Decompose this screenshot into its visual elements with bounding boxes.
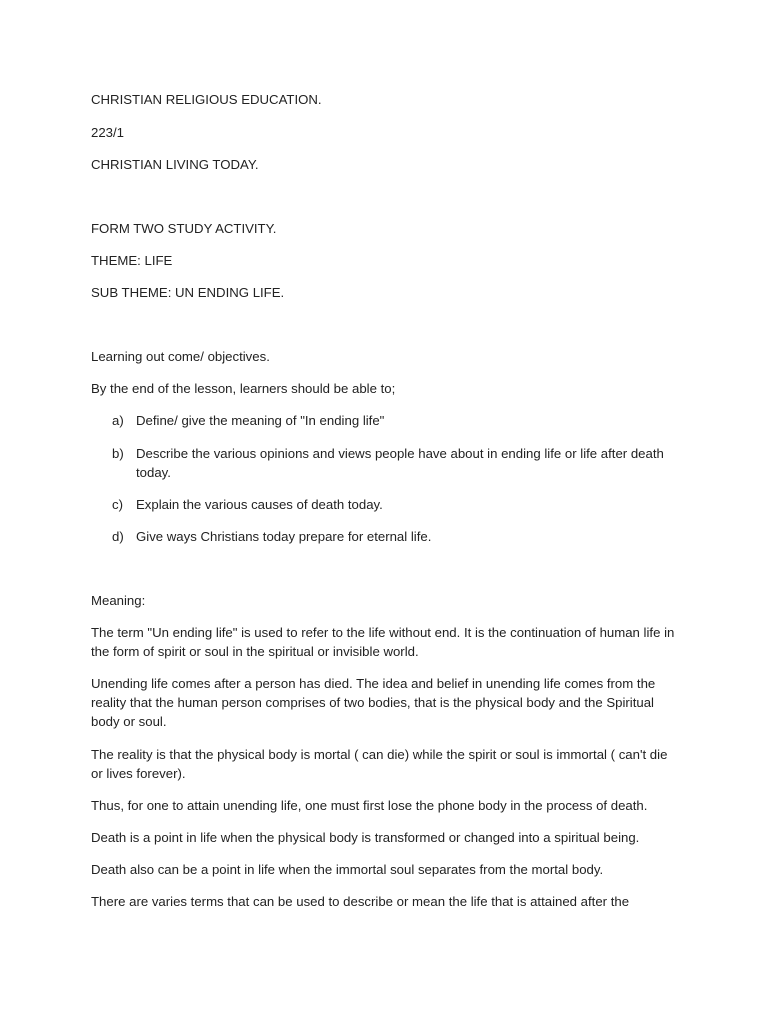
objective-item xyxy=(91,495,696,514)
objective-letter: c) xyxy=(112,497,123,512)
body-paragraph: Unending life comes after a person has died. The idea and belief in unending life comes from the reality that the human person comprises of two bodies, that is the physical body and the Spiritual body or soul. xyxy=(91,676,656,729)
topic-heading: CHRISTIAN LIVING TODAY. xyxy=(91,157,259,172)
paper-code: 223/1 xyxy=(91,125,125,140)
body-paragraph: Death also can be a point in life when the immortal soul separates from the mortal body. xyxy=(91,862,604,877)
body-paragraph: The reality is that the physical body is mortal ( can die) while the spirit or soul is immortal ( can't die or lives forever). xyxy=(91,747,668,781)
body-paragraph: The term "Un ending life" is used to refer to the life without end. It is the continuation of human life in the form of spirit or soul in the spiritual or invisible world. xyxy=(91,625,675,659)
meaning-heading: Meaning: xyxy=(91,593,146,608)
objective-text: Give ways Christians today prepare for eternal life. xyxy=(136,529,432,544)
subject-heading: CHRISTIAN RELIGIOUS EDUCATION. xyxy=(91,92,322,107)
objective-letter: d) xyxy=(112,529,124,544)
objective-item xyxy=(91,411,696,430)
objective-text: Define/ give the meaning of "In ending life" xyxy=(136,413,385,428)
activity-heading: FORM TWO STUDY ACTIVITY. xyxy=(91,221,277,236)
objectives-heading: Learning out come/ objectives. xyxy=(91,349,270,364)
sub-theme-heading: SUB THEME: UN ENDING LIFE. xyxy=(91,285,285,300)
theme-heading: THEME: LIFE xyxy=(91,253,173,268)
objectives-intro: By the end of the lesson, learners should be able to; xyxy=(91,381,396,396)
body-paragraph: Thus, for one to attain unending life, one must first lose the phone body in the process of death. xyxy=(91,798,648,813)
objective-letter: a) xyxy=(112,413,124,428)
objective-letter: b) xyxy=(112,446,124,461)
body-paragraph: There are varies terms that can be used to describe or mean the life that is attained after the xyxy=(91,894,630,909)
objective-item xyxy=(91,527,696,546)
objective-text: Describe the various opinions and views people have about in ending life or life after death today. xyxy=(136,446,664,480)
objective-item xyxy=(91,444,696,482)
objective-text: Explain the various causes of death today. xyxy=(136,497,383,512)
body-paragraph: Death is a point in life when the physical body is transformed or changed into a spiritual being. xyxy=(91,830,640,845)
